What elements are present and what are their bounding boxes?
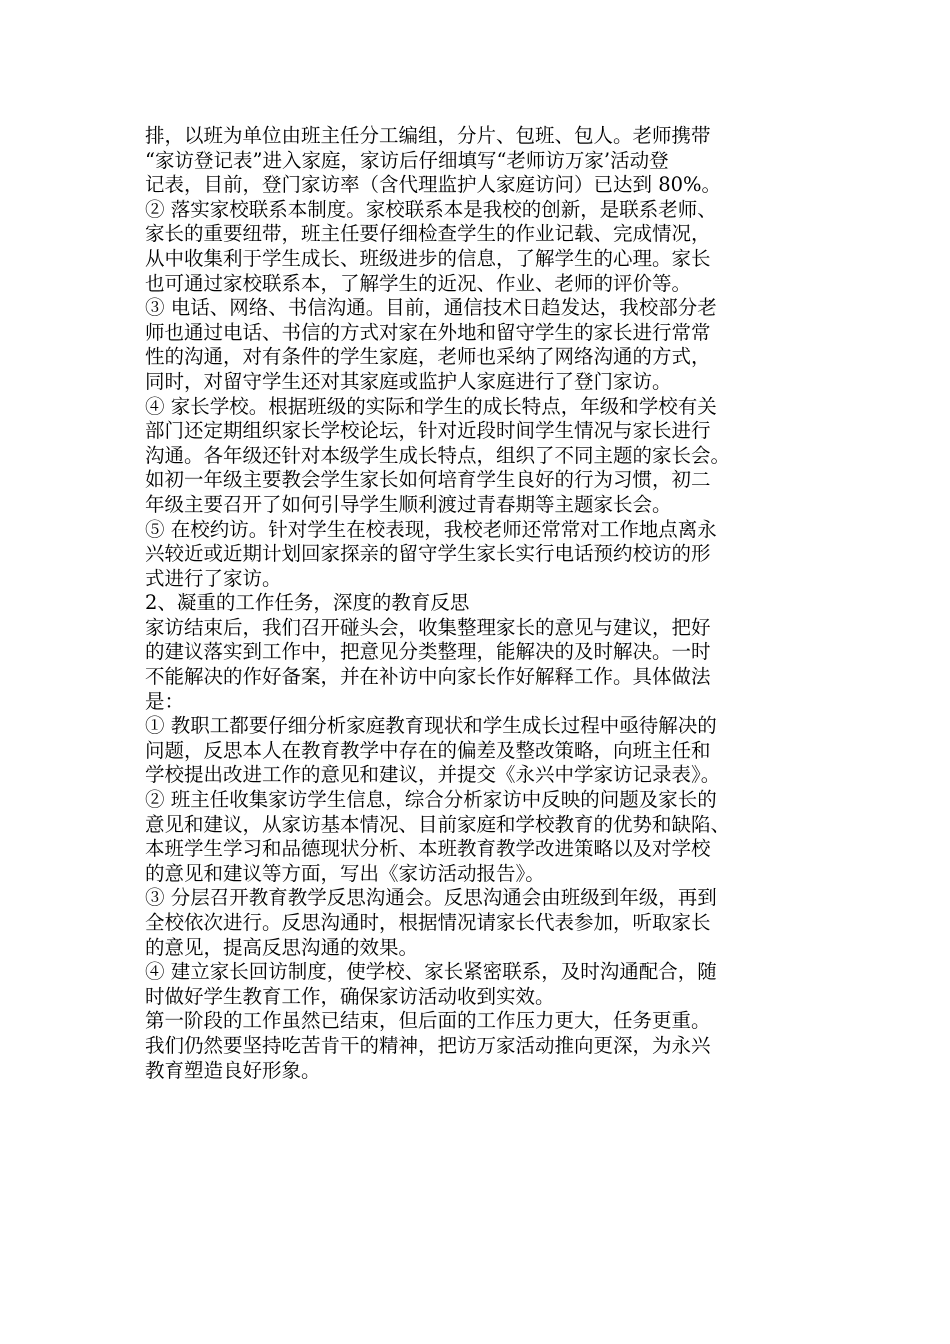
text-line: 我们仍然要坚持吃苦肯干的精神，把访万家活动推向更深，为永兴 xyxy=(145,1033,711,1057)
text-line: 全校依次进行。反思沟通时，根据情况请家长代表参加，听取家长 xyxy=(145,911,711,934)
text-line: ⑤ 在校约访。针对学生在校表现，我校老师还常常对工作地点离永 xyxy=(145,517,717,541)
text-line: 的意见和建议等方面，写出《家访活动报告》。 xyxy=(145,861,545,885)
text-line: ④ 建立家长回访制度，使学校、家长紧密联系，及时沟通配合，随 xyxy=(145,960,717,984)
text-line: ③ 分层召开教育教学反思沟通会。反思沟通会由班级到年级，再到 xyxy=(145,886,717,910)
text-line: 的建议落实到工作中，把意见分类整理，能解决的及时解决。一时 xyxy=(145,640,711,664)
text-line: 从中收集利于学生成长、班级进步的信息，了解学生的心理。家长 xyxy=(145,246,711,270)
text-line: 如初一年级主要教会学生家长如何培育学生良好的行为习惯，初二 xyxy=(145,468,711,492)
text-line: 排，以班为单位由班主任分工编组，分片、包班、包人。老师携带 xyxy=(145,124,711,147)
text-line: “家访登记表”进入家庭，家访后仔细填写“老师访万家’活动登 xyxy=(145,148,669,172)
text-line: 师也通过电话、书信的方式对家在外地和留守学生的家长进行常常 xyxy=(145,320,711,344)
text-line: 问题，反思本人在教育教学中存在的偏差及整改策略，向班主任和 xyxy=(145,738,711,762)
text-line: 不能解决的作好备案，并在补访中向家长作好解释工作。具体做法 xyxy=(145,665,711,689)
text-line: 家访结束后，我们召开碰头会，收集整理家长的意见与建议，把好 xyxy=(145,615,711,639)
text-line: 也可通过家校联系本，了解学生的近况、作业、老师的评价等。 xyxy=(145,271,692,295)
text-line: ② 班主任收集家访学生信息，综合分析家访中反映的问题及家长的 xyxy=(145,788,717,812)
text-line: 性的沟通，对有条件的学生家庭，老师也采纳了网络沟通的方式， xyxy=(145,345,711,369)
text-line: 兴较近或近期计划回家探亲的留守学生家长实行电话预约校访的形 xyxy=(145,542,711,566)
text-line: 部门还定期组织家长学校论坛，针对近段时间学生情况与家长进行 xyxy=(145,419,711,443)
text-line: 教育塑造良好形象。 xyxy=(145,1058,321,1082)
text-line: 家长的重要纽带，班主任要仔细检查学生的作业记载、完成情况， xyxy=(145,222,711,246)
text-line: 第一阶段的工作虽然已结束，但后面的工作压力更大，任务更重。 xyxy=(145,1009,711,1033)
text-line: 同时，对留守学生还对其家庭或监护人家庭进行了登门家访。 xyxy=(145,369,672,393)
text-line: 年级主要召开了如何引导学生顺利渡过青春期等主题家长会。 xyxy=(145,492,672,516)
text-line: 沟通。各年级还针对本级学生成长特点，组织了不同主题的家长会。 xyxy=(145,443,731,467)
text-line: 的意见，提高反思沟通的效果。 xyxy=(145,935,419,959)
text-line: ① 教职工都要仔细分析家庭教育现状和学生成长过程中亟待解决的 xyxy=(145,714,717,738)
text-line: ④ 家长学校。根据班级的实际和学生的成长特点，年级和学校有关 xyxy=(145,394,717,418)
text-line: 意见和建议，从家访基本情况、目前家庭和学校教育的优势和缺陷、 xyxy=(145,812,731,836)
document-body xyxy=(145,124,810,1083)
text-line: 是： xyxy=(145,689,185,713)
text-line: 式进行了家访。 xyxy=(145,566,282,590)
text-line: 记表，目前，登门家访率（含代理监护人家庭访问）已达到 80%。 xyxy=(145,173,722,197)
text-line: 学校提出改进工作的意见和建议，并提交《永兴中学家访记录表》。 xyxy=(145,763,721,787)
text-line: 本班学生学习和品德现状分析、本班教育教学改进策略以及对学校 xyxy=(145,837,711,861)
text-line: 2、凝重的工作任务，深度的教育反思 xyxy=(145,591,470,615)
text-line: ③ 电话、网络、书信沟通。目前，通信技术日趋发达，我校部分老 xyxy=(145,296,717,320)
text-line: ② 落实家校联系本制度。家校联系本是我校的创新，是联系老师、 xyxy=(145,197,717,221)
text-line: 时做好学生教育工作，确保家访活动收到实效。 xyxy=(145,984,555,1008)
